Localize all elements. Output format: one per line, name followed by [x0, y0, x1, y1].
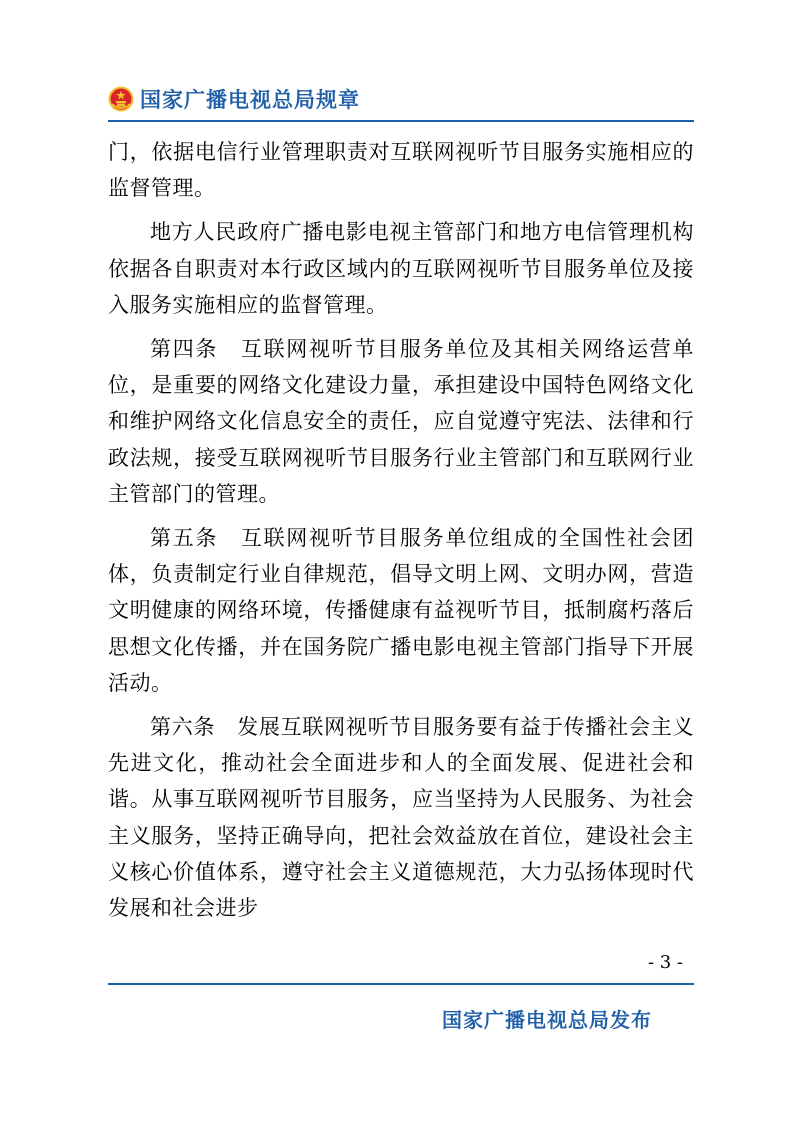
header-title: 国家广播电视总局规章 [140, 88, 360, 112]
header-divider [108, 120, 694, 122]
paragraph-article-4: 第四条 互联网视听节目服务单位及其相关网络运营单位，是重要的网络文化建设力量，承担建设中国特色网络文化和维护网络文化信息安全的责任，应自觉遵守宪法、法律和行政法规，接受互联网视听节目服务行业主管部门和互联网行业主管部门的管理。 [108, 337, 694, 506]
footer-publisher: 国家广播电视总局发布 [442, 1008, 652, 1032]
paragraph: 地方人民政府广播电影电视主管部门和地方电信管理机构依据各自职责对本行政区域内的互联网视听节目服务单位及接入服务实施相应的监督管理。 [108, 220, 694, 317]
paragraph: 门，依据电信行业管理职责对互联网视听节目服务实施相应的监督管理。 [108, 140, 694, 201]
national-emblem-icon [108, 86, 134, 112]
paragraph-article-6: 第六条 发展互联网视听节目服务要有益于传播社会主义先进文化，推动社会全面进步和人的全面发展、促进社会和谐。从事互联网视听节目服务，应当坚持为人民服务、为社会主义服务，坚持正确导向，把社会效益放在首位，建设社会主义核心价值体系，遵守社会主义道德规范，大力弘扬体现时代发展和社会进步 [108, 715, 694, 921]
paragraph-article-5: 第五条 互联网视听节目服务单位组成的全国性社会团体，负责制定行业自律规范，倡导文明上网、文明办网，营造文明健康的网络环境，传播健康有益视听节目，抵制腐朽落后思想文化传播，并在国务院广播电影电视主管部门指导下开展活动。 [108, 526, 694, 695]
page-number: - 3 - [647, 952, 683, 973]
footer-divider [108, 983, 694, 985]
document-header [108, 84, 360, 114]
document-body [108, 134, 694, 934]
